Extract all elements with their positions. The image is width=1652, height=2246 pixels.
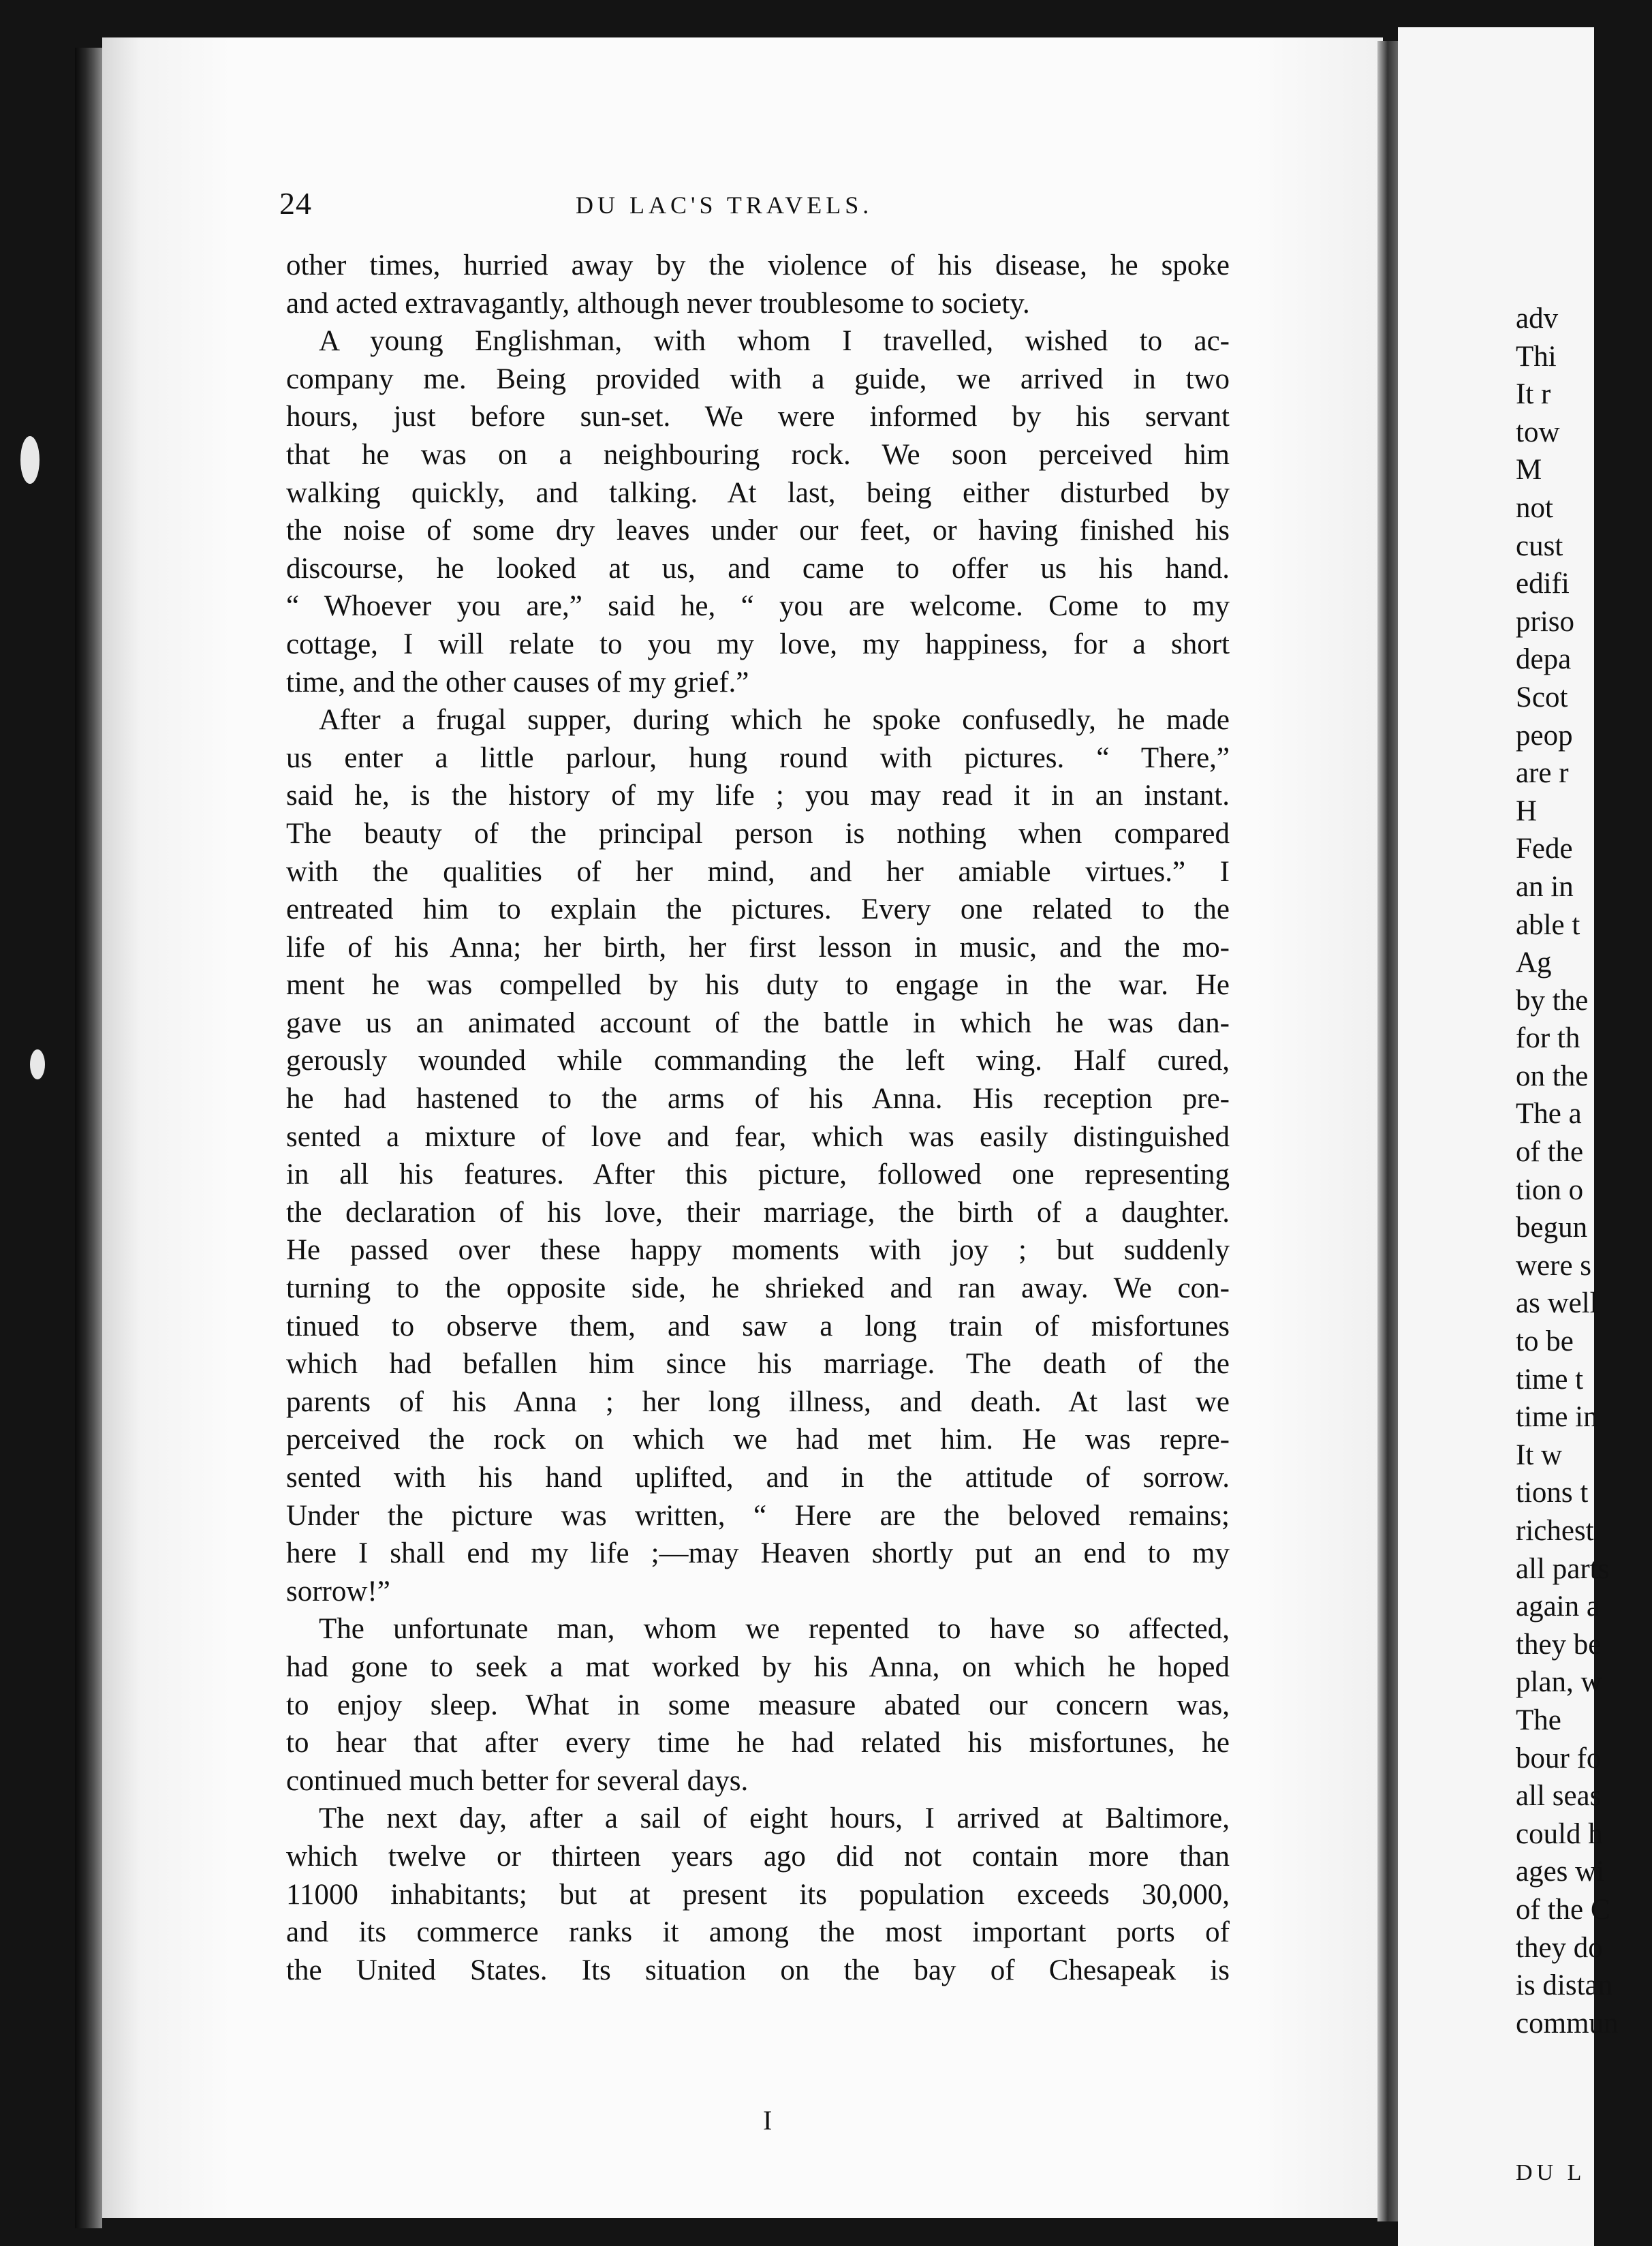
- text-line: parents of his Anna ; her long illness, and death. At last we: [286, 1385, 1230, 1418]
- text-line: to hear that after every time he had related his misfortunes, he: [286, 1727, 1230, 1759]
- right-text-line: were s: [1516, 1249, 1592, 1282]
- text-line: sented with his hand uplifted, and in the attitude of sorrow.: [286, 1462, 1230, 1494]
- right-text-line: commun: [1516, 2007, 1619, 2040]
- right-text-line: as well: [1516, 1287, 1598, 1320]
- text-line: in all his features. After this picture, followed one representing: [286, 1158, 1230, 1191]
- text-line: the noise of some dry leaves under our feet, or having finished his: [286, 514, 1230, 547]
- right-text-line: they be: [1516, 1628, 1602, 1661]
- right-text-line: could h: [1516, 1817, 1603, 1850]
- right-text-line: M: [1516, 454, 1542, 487]
- right-text-line: The a: [1516, 1098, 1582, 1130]
- text-line: sorrow!”: [286, 1575, 390, 1607]
- text-line: cottage, I will relate to you my love, my happiness, for a short: [286, 628, 1230, 660]
- right-text-line: by the: [1516, 984, 1589, 1017]
- text-line: which had befallen him since his marriage. The death of the: [286, 1348, 1230, 1381]
- right-text-line: It r: [1516, 378, 1551, 411]
- text-line: life of his Anna; her birth, her first lesson in music, and the mo-: [286, 931, 1230, 964]
- right-text-line: richest: [1516, 1515, 1594, 1547]
- text-line: discourse, he looked at us, and came to offer us his hand.: [286, 552, 1230, 585]
- right-text-line: cust: [1516, 529, 1563, 562]
- text-line: us enter a little parlour, hung round with pictures. “ There,”: [286, 741, 1230, 774]
- text-line: gave us an animated account of the battle in which he was dan-: [286, 1006, 1230, 1039]
- text-line: the declaration of his love, their marriage, the birth of a daughter.: [286, 1196, 1230, 1229]
- right-text-line: Thi: [1516, 340, 1557, 373]
- right-text-line: depa: [1516, 643, 1572, 676]
- right-text-line: Scot: [1516, 681, 1568, 713]
- right-text-line: of the C: [1516, 1893, 1610, 1926]
- text-line: that he was on a neighbouring rock. We soon perceived him: [286, 438, 1230, 471]
- right-text-line: plan, w: [1516, 1666, 1602, 1699]
- right-text-line: they do: [1516, 1931, 1603, 1964]
- text-line: walking quickly, and talking. At last, being either disturbed by: [286, 476, 1230, 509]
- right-text-line: all seas: [1516, 1780, 1602, 1813]
- text-line: The next day, after a sail of eight hours, I arrived at Baltimore,: [319, 1802, 1230, 1835]
- paper-speck: [30, 1049, 45, 1079]
- right-text-line: priso: [1516, 605, 1574, 638]
- right-text-line: It w: [1516, 1439, 1563, 1471]
- text-line: turning to the opposite side, he shrieked and ran away. We con-: [286, 1272, 1230, 1305]
- right-text-line: time in: [1516, 1401, 1598, 1434]
- text-line: sented a mixture of love and fear, which was easily distinguished: [286, 1120, 1230, 1153]
- text-line: other times, hurried away by the violence of his disease, he spoke: [286, 249, 1230, 281]
- text-line: the United States. Its situation on the bay of Chesapeak is: [286, 1954, 1230, 1986]
- text-line: with the qualities of her mind, and her amiable virtues.” I: [286, 855, 1230, 888]
- right-text-line: all parts: [1516, 1552, 1610, 1585]
- text-line: had gone to seek a mat worked by his Anna, on which he hoped: [286, 1650, 1230, 1683]
- right-text-line: tow: [1516, 416, 1560, 448]
- right-text-line: ages wi: [1516, 1856, 1605, 1888]
- page-number: 24: [279, 186, 312, 221]
- body-text: [286, 247, 1230, 1989]
- text-line: “ Whoever you are,” said he, “ you are welcome. Come to my: [286, 590, 1230, 623]
- signature-mark: I: [763, 2105, 773, 2136]
- text-line: The beauty of the principal person is nothing when compared: [286, 817, 1230, 850]
- text-line: here I shall end my life ;—may Heaven shortly put an end to my: [286, 1537, 1230, 1570]
- right-text-line: time t: [1516, 1363, 1584, 1396]
- book-gutter: [1377, 41, 1398, 2221]
- right-text-line: for th: [1516, 1022, 1580, 1055]
- right-text-line: Fede: [1516, 833, 1573, 865]
- right-page-running-head: DU L: [1516, 2160, 1586, 2185]
- text-line: hours, just before sun-set. We were informed by his servant: [286, 401, 1230, 433]
- right-text-line: able t: [1516, 908, 1580, 941]
- text-line: continued much better for several days.: [286, 1764, 749, 1797]
- right-text-line: are r: [1516, 757, 1569, 790]
- right-text-line: bour fo: [1516, 1742, 1602, 1774]
- text-line: 11000 inhabitants; but at present its population exceeds 30,000,: [286, 1878, 1230, 1911]
- text-line: He passed over these happy moments with joy ; but suddenly: [286, 1234, 1230, 1267]
- right-text-line: edifi: [1516, 568, 1570, 600]
- text-line: ment he was compelled by his duty to engage in the war. He: [286, 969, 1230, 1002]
- text-line: gerously wounded while commanding the left wing. Half cured,: [286, 1045, 1230, 1077]
- paper-speck: [20, 436, 40, 484]
- right-text-line: to be: [1516, 1325, 1574, 1358]
- running-head: DU LAC'S TRAVELS.: [576, 191, 873, 219]
- text-line: which twelve or thirteen years ago did not contain more than: [286, 1840, 1230, 1873]
- book-spine-shadow: [75, 48, 102, 2228]
- right-text-line: tions t: [1516, 1477, 1589, 1509]
- right-text-line: H: [1516, 795, 1538, 827]
- right-text-line: tion o: [1516, 1173, 1584, 1206]
- right-text-line: is distan: [1516, 1969, 1613, 2002]
- text-line: perceived the rock on which we had met him. He was repre-: [286, 1424, 1230, 1456]
- text-line: said he, is the history of my life ; you may read it in an instant.: [286, 780, 1230, 812]
- right-text-line: Ag: [1516, 947, 1552, 979]
- right-text-line: an in: [1516, 870, 1574, 903]
- text-line: entreated him to explain the pictures. Every one related to the: [286, 893, 1230, 926]
- text-line: A young Englishman, with whom I travelled, wished to ac-: [319, 325, 1230, 358]
- right-text-line: adv: [1516, 303, 1559, 335]
- right-page-text: [1516, 300, 1652, 2042]
- text-line: to enjoy sleep. What in some measure abated our concern was,: [286, 1689, 1230, 1721]
- text-line: time, and the other causes of my grief.”: [286, 666, 749, 698]
- text-line: he had hastened to the arms of his Anna. His reception pre-: [286, 1083, 1230, 1116]
- text-line: The unfortunate man, whom we repented to have so affected,: [319, 1613, 1230, 1646]
- right-text-line: not: [1516, 491, 1553, 524]
- right-text-line: begun: [1516, 1212, 1588, 1244]
- text-line: After a frugal supper, during which he spoke confusedly, he made: [319, 704, 1230, 737]
- text-line: and its commerce ranks it among the most important ports of: [286, 1916, 1230, 1949]
- right-text-line: peop: [1516, 719, 1573, 752]
- right-text-line: again a: [1516, 1590, 1600, 1623]
- right-text-line: The: [1516, 1704, 1561, 1736]
- text-line: Under the picture was written, “ Here are the beloved remains;: [286, 1499, 1230, 1532]
- right-text-line: of the: [1516, 1136, 1584, 1169]
- text-line: and acted extravagantly, although never troublesome to society.: [286, 287, 1030, 320]
- text-line: company me. Being provided with a guide, we arrived in two: [286, 363, 1230, 395]
- right-text-line: on the: [1516, 1060, 1589, 1092]
- text-line: tinued to observe them, and saw a long train of misfortunes: [286, 1310, 1230, 1342]
